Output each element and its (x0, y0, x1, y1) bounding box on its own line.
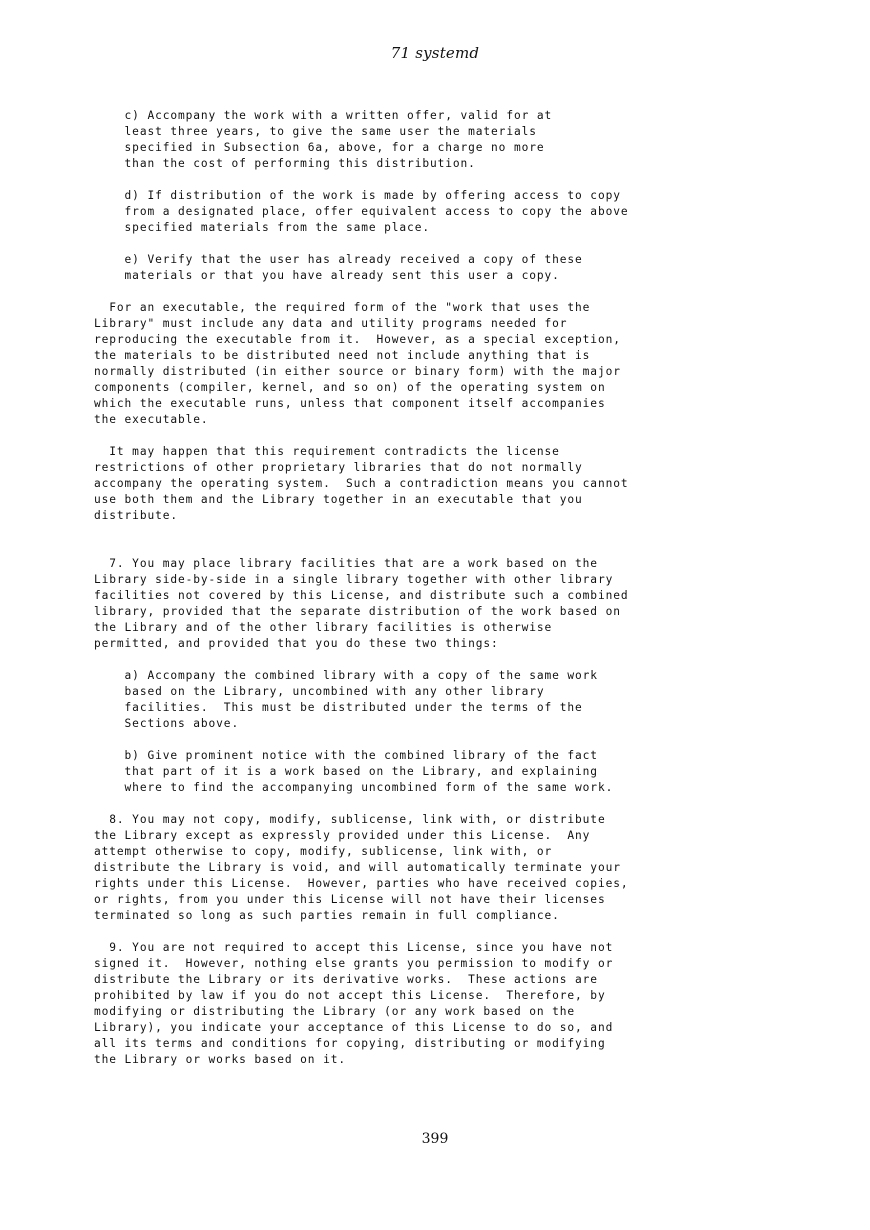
license-section-8: 8. You may not copy, modify, sublicense, link with, or distribute the Library except as expressly provided under this License. Any attempt otherwise to copy, modify, sublicense, link with, or distribute the Library is void, and will automatically terminate your rights under this License. However, parties who have received copies, or rights, from you under this License will not have their licenses terminated so long as such parties remain in full compliance. (94, 813, 629, 922)
license-paragraph-contradiction: It may happen that this requirement contradicts the license restrictions of other proprietary libraries that do not normally accompany the operating system. Such a contradiction means you cannot use both them and the Library together in an executable that you distribute. (94, 445, 629, 522)
license-section-9: 9. You are not required to accept this License, since you have not signed it. However, nothing else grants you permission to modify or distribute the Library or its derivative works. These actions are prohibited by law if you do not accept this License. Therefore, by modifying or distributing the Library (or any work based on the Library), you indicate your acceptance of this License to do so, and all its terms and conditions for copying, distributing or modifying the Library or works based on it. (94, 941, 614, 1066)
license-section-7: 7. You may place library facilities that are a work based on the Library side-by-side in a single library together with other library facilities not covered by this License, and distribute such a combined library, provided that the separate distribution of the work based on the Library and of the other library facilities is otherwise permitted, and provided that you do these two things: (94, 557, 629, 650)
license-item-6d: d) If distribution of the work is made by offering access to copy from a designated place, offer equivalent access to copy the above specified materials from the same place. (124, 189, 629, 234)
running-header-title: 71 systemd (390, 44, 480, 62)
license-paragraph-executable: For an executable, the required form of the "work that uses the Library" must include any data and utility programs needed for reproducing the executable from it. However, as a special exception, the materials to be distributed need not include anything that is normally distributed (in either source or binary form) with the major components (compiler, kernel, and so on) of the operating system on which the executable runs, unless that component itself accompanies the executable. (94, 301, 621, 426)
license-item-7b: b) Give prominent notice with the combined library of the fact that part of it is a work based on the Library, and explaining where to find the accompanying uncombined form of the same work. (124, 749, 614, 794)
page-number: 399 (421, 1131, 449, 1147)
license-item-6e: e) Verify that the user has already received a copy of these materials or that you have already sent this user a copy. (124, 253, 583, 282)
license-item-7a: a) Accompany the combined library with a copy of the same work based on the Library, uncombined with any other library facilities. This must be distributed under the terms of the Sections above. (124, 669, 598, 730)
license-item-6c: c) Accompany the work with a written offer, valid for at least three years, to give the same user the materials specified in Subsection 6a, above, for a charge no more than the cost of performing this distribution. (124, 109, 553, 170)
